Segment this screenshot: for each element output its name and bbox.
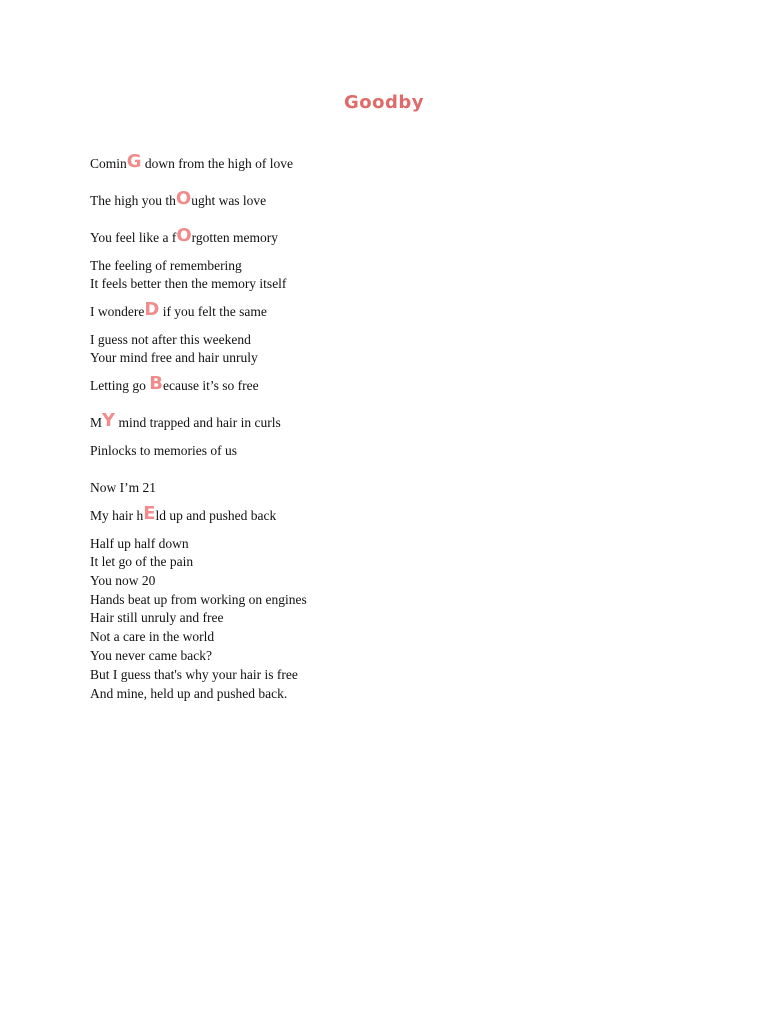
acrostic-letter: O (176, 225, 192, 246)
poem-line: But I guess that's why your hair is free (90, 667, 298, 682)
poem-line: CominG down from the high of love (90, 151, 294, 172)
poem-line: And mine, held up and pushed back. (90, 686, 288, 701)
poem-line: Not a care in the world (90, 629, 215, 644)
poem-line: It feels better then the memory itself (90, 276, 287, 291)
poem-line: You never came back? (90, 648, 212, 663)
poem-line: The high you thOught was love (90, 188, 267, 209)
poem-line: The feeling of remembering (90, 258, 242, 273)
poem-line: Hair still unruly and free (90, 610, 224, 625)
acrostic-letter: B (149, 373, 163, 394)
poem-line: Letting go Because it’s so free (90, 373, 259, 394)
poem-line: I guess not after this weekend (90, 332, 251, 347)
poem-line: You now 20 (90, 573, 156, 588)
acrostic-letter: G (126, 151, 142, 172)
poem-title: Goodby (343, 92, 424, 113)
poem-line: It let go of the pain (90, 554, 194, 569)
acrostic-letter: Y (102, 410, 116, 431)
poem-line: MY mind trapped and hair in curls (90, 410, 281, 431)
poem-line: Your mind free and hair unruly (90, 350, 258, 365)
poem-line: You feel like a fOrgotten memory (90, 225, 279, 246)
acrostic-letter: E (143, 503, 156, 524)
poem-line: Half up half down (90, 536, 189, 551)
poem-line: My hair hEld up and pushed back (90, 503, 277, 524)
acrostic-letter: D (144, 299, 160, 320)
poem-line: Pinlocks to memories of us (90, 443, 237, 458)
acrostic-letter: O (175, 188, 192, 209)
poem-line: Now I’m 21 (90, 480, 156, 495)
poem-line: Hands beat up from working on engines (90, 592, 307, 607)
poem-line: I wondereD if you felt the same (90, 299, 267, 320)
